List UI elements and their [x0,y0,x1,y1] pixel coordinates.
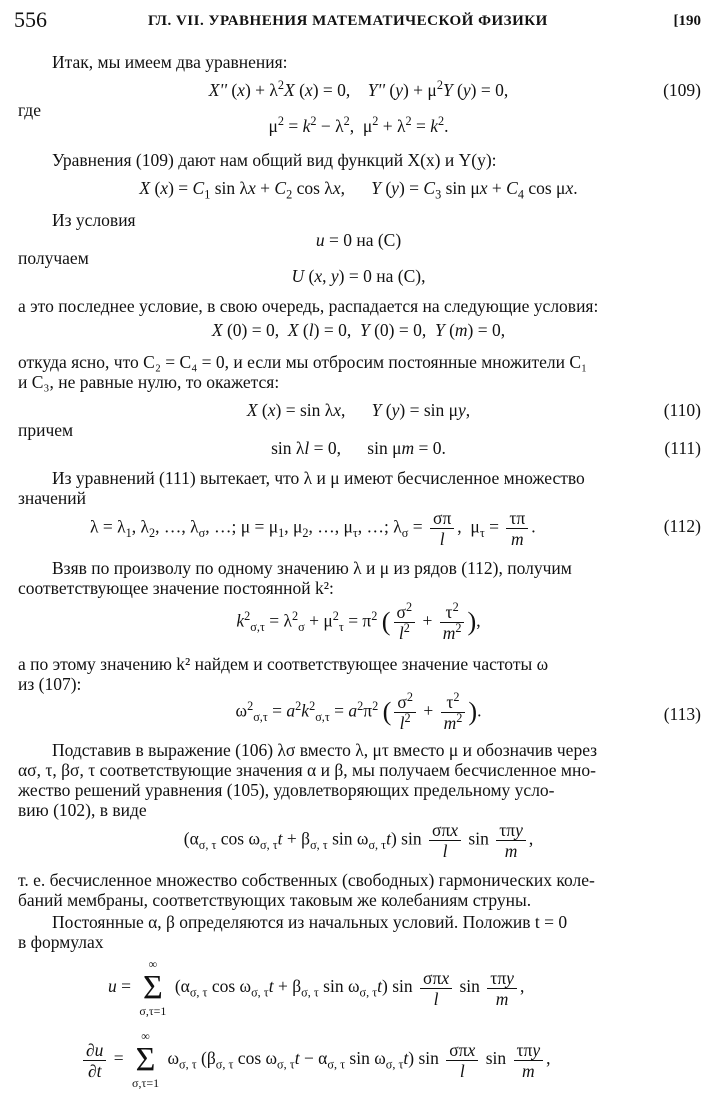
summation-du-dt: ∞ Σ σ,τ=1 [132,1029,160,1091]
paragraph-9b: ασ, τ, βσ, τ соответствующие значения α и β, мы получаем бесчисленное мно- [18,760,596,780]
running-head-title: ГЛ. VII. УРАВНЕНИЯ МАТЕМАТИЧЕСКОЙ ФИЗИКИ [148,13,548,29]
equation-general-solution: X $(x) = C_1$ $\sin \lambda x + C_2$ cos λx, Y $(y) = C_3$ $\sin \mu x + C_4$ cos μx. [139,178,578,202]
paragraph-7a: Взяв по произволу по одному значению λ и μ из рядов (112), получим [52,558,572,578]
word-moreover: причем [18,420,74,440]
equation-u-series: u = ∞ Σ σ,τ=1 ($\alpha_{\sigma, \tau}$ $\cos \omega_{\sigma, \tau}t + \beta_{\sigma, \tau}$ $\sin \omega_{\sigma, \tau}t$) sin $\frac{\text{σπx}}{l}$ sin $\frac{\text{τπy}}{m}$ , [108,957,525,1019]
sum-upper-limit: ∞ [148,957,158,971]
equation-110: X (x) = sin λx, Y (y) = sin μy, [246,400,471,420]
sum-lower-limit: σ,τ=1 [139,1004,167,1019]
equation-112: $\lambda = \lambda_1$, $\lambda_2$, …, $\lambda_\sigma$, …; $\mu = \mu_1$, $\mu_2$, …, $\mu_\tau$, …; $\lambda_\sigma$ = $\frac{\sigma\pi}{l}$ , $\mu_\tau$ = $\frac{\tau\pi}{m}$ . [90,508,536,550]
condition-u-text: на (C) [351,230,402,250]
paragraph-6b: значений [18,488,87,508]
paragraph-5a: откуда ясно, что C₂ = C₄ = 0, и если мы отбросим постоянные множители C₁ [18,352,588,372]
condition-U-text: на (C), [371,266,426,286]
paragraph-10b: баний мембраны, соответствующих таковым же колебаниям струны. [18,890,532,910]
equation-du-dt-series: $\frac{\partial u}{\partial t}$ = ∞ Σ σ,τ=1 $\omega_{\sigma, \tau}$ ($\beta_{\sigma, \tau}$ $\cos \omega_{\sigma, \tau}t - \alpha_{\sigma, \tau}$ $\sin \omega_{\sigma, \tau}t$) sin $\frac{\text{σπx}}{l}$ sin $\frac{\text{τπy}}{m}$ , [80,1030,551,1090]
equation-number-111: (111) [664,438,701,458]
equation-mu-lambda: $\mu^2 = k^2 - \lambda^2$, $\mu^2 + \lambda^2 = k^2$. [268,114,449,136]
paragraph-2: Уравнения (109) дают нам общий вид функций X(x) и Y(y): [52,150,497,170]
sum-lower-limit: σ,τ=1 [132,1076,160,1091]
paragraph-3: Из условия [52,210,136,230]
paragraph-4: а это последнее условие, в свою очередь, распадается на следующие условия: [18,296,599,316]
page-number: 556 [14,7,47,32]
paragraph-1: Итак, мы имеем два уравнения: [52,52,288,72]
section-number: [190 [673,13,701,29]
paragraph-6a: Из уравнений (111) вытекает, что λ и μ имеют бесчисленное множество [52,468,585,488]
equation-boundary: X (0) = 0, X (l) = 0, Y (0) = 0, Y (m) = 0, [211,320,506,340]
equation-number-110: (110) [663,400,701,420]
paragraph-9d: вию (102), в виде [18,800,147,820]
paragraph-9c: жество решений уравнения (105), удовлетворяющих предельному усло- [18,780,555,800]
running-header [0,6,717,34]
equation-number-109: (109) [663,80,701,100]
equation-k-squared: $k^2_{\sigma,\tau} = \lambda^2_\sigma + \mu^2_\tau = \pi^2$ ( $\frac{\sigma^2}{l^2}$ + $\frac{\tau^2}{m^2}$ ), [236,600,481,644]
paragraph-10a: т. е. бесчисленное множество собственных (свободных) гармонических коле- [18,870,595,890]
sum-upper-limit: ∞ [141,1029,150,1043]
paragraph-11b: в формулах [18,932,104,952]
equation-number-112: (112) [663,516,701,536]
paragraph-11a: Постоянные α, β определяются из начальных условий. Положив t = 0 [52,912,568,932]
equation-eigen-solution: ($\alpha_{\sigma, \tau}$ $\cos \omega_{\sigma, \tau}t + \beta_{\sigma, \tau}$ $\sin \omega_{\sigma, \tau}t$) sin $\frac{\text{σπx}}{l}$ sin $\frac{\text{τπy}}{m}$ , [183,820,534,862]
paragraph-8a: а по этому значению k² найдем и соответствующее значение частоты ω [18,654,549,674]
word-where: где [18,100,41,120]
paragraph-9a: Подставив в выражение (106) λσ вместо λ, μτ вместо μ и обозначив через [52,740,598,760]
equation-109: X'' $(x) + \lambda^2X$ (x) = 0, Y'' $(y) + \mu^2Y$ (y) = 0, [208,78,509,100]
paragraph-7b: соответствующее значение постоянной k²: [18,578,334,598]
paragraph-5b: и C₃, не равные нулю, то окажется: [18,372,280,392]
summation-u: ∞ Σ σ,τ=1 [139,957,167,1019]
equation-113: $\omega^2_{\sigma,\tau} = a^2k^2_{\sigma,\tau} = a^2\pi^2$ ( $\frac{\sigma^2}{l^2}$ + $\frac{\tau^2}{m^2}$ ). [235,690,482,734]
condition-u: u = 0 на (C) [315,230,402,250]
equation-number-113: (113) [663,704,701,724]
condition-U: U (x, y) = 0 на (C), [291,266,426,286]
word-obtain: получаем [18,248,89,268]
equation-111: sin λl = 0, sin μm = 0. [271,438,446,458]
paragraph-8b: из (107): [18,674,82,694]
